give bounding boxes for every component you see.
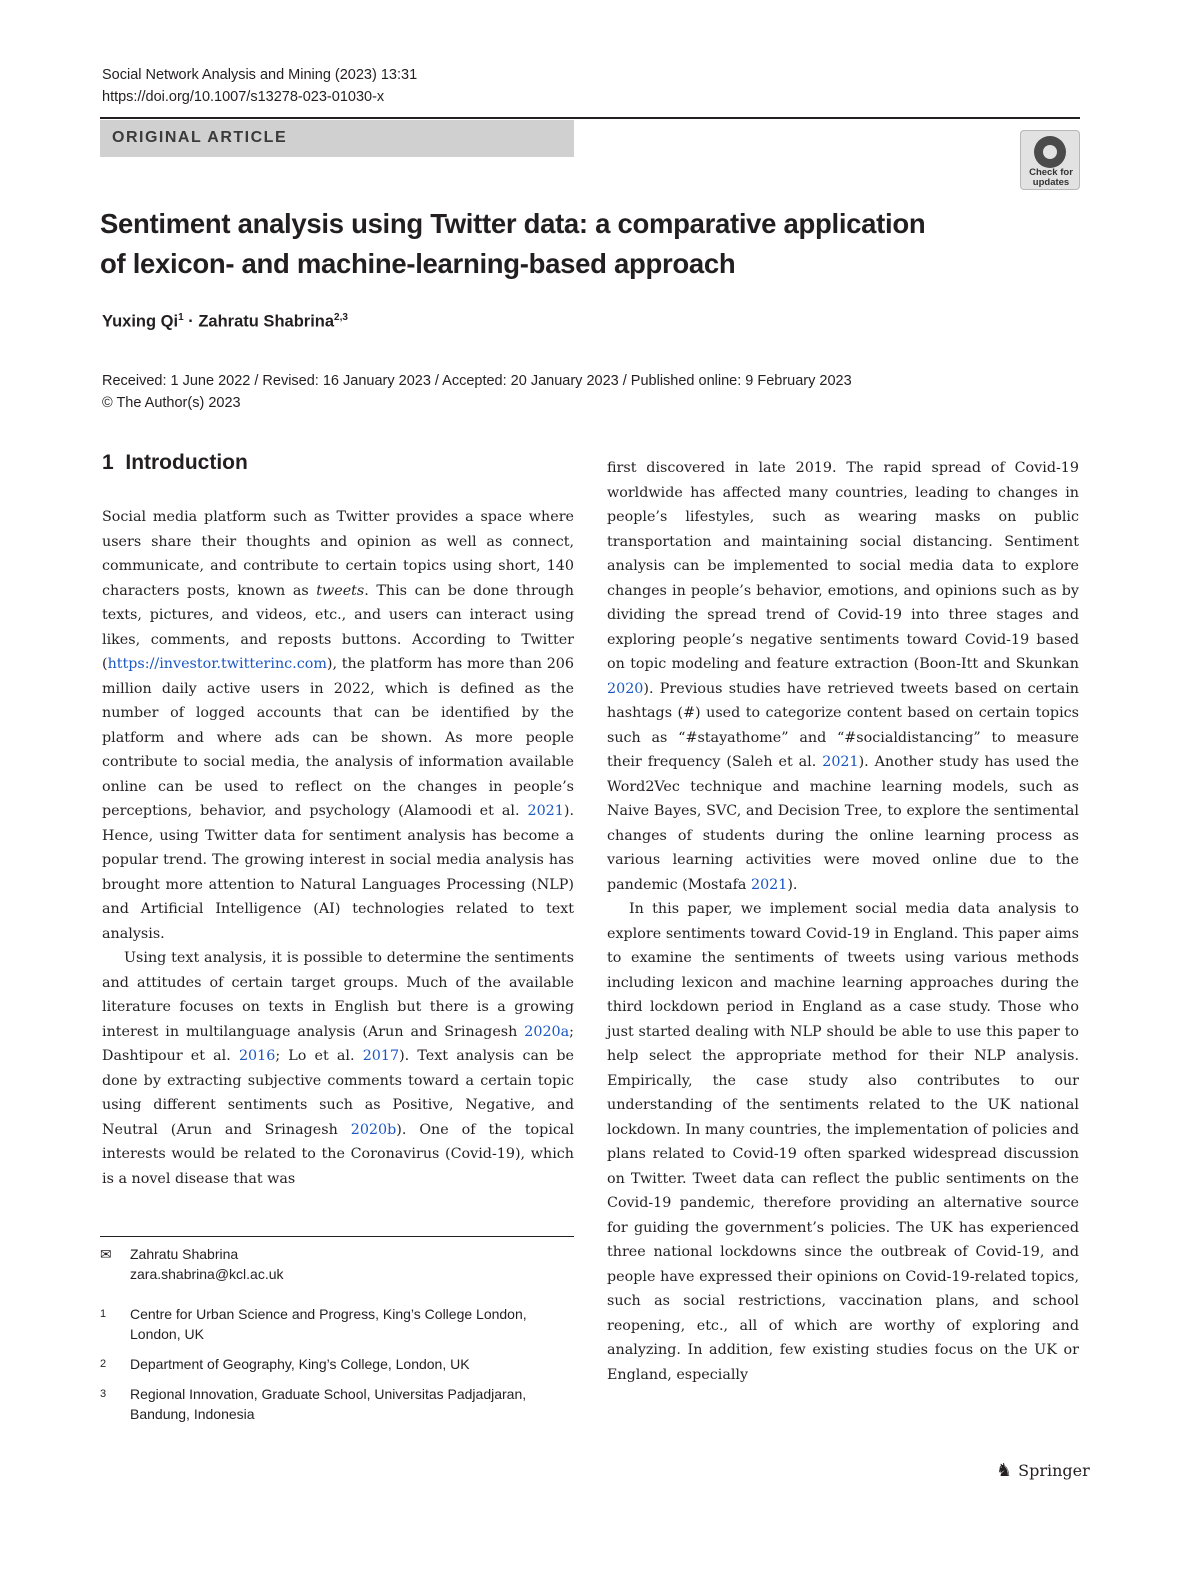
journal-citation: Social Network Analysis and Mining (2023) 13:31 [102, 67, 418, 83]
body-text: ). Previous studies have retrieved tweets based on certain hashtags (#) used to categorize content based on certain topics such as “#stayathome” and “#socialdistancing” to measure their frequency (Saleh et al. [607, 680, 1079, 770]
affiliation-1: Centre for Urban Science and Progress, King’s College London, London, UK [130, 1306, 527, 1342]
body-text: ), the platform has more than 206 million daily active users in 2022, which is defined as the number of logged accounts that can be identified by the platform and where ads can be shown. As more people contribute to social media, the analysis of information available online can be used to reflect on the changes in people’s perceptions, behavior, and psychology (Alamoodi et al. [102, 656, 574, 819]
body-text: ). [787, 876, 798, 893]
corresponding-email[interactable]: zara.shabrina@kcl.ac.uk [130, 1266, 284, 1282]
springer-horse-icon: ♞ [996, 1460, 1013, 1481]
body-column-right [607, 456, 1079, 1387]
author-affiliation-mark: 1 [178, 312, 184, 323]
copyright-line: © The Author(s) 2023 [102, 395, 241, 411]
body-text: ). Hence, using Twitter data for sentiment analysis has become a popular trend. The growing interest in social media analysis has brought more attention to Natural Languages Processing (NLP) and Artificial Intelligence (AI) technologies related to text analysis. [102, 803, 574, 942]
citation-link[interactable]: 2017 [362, 1048, 400, 1064]
body-text: first discovered in late 2019. The rapid spread of Covid-19 worldwide has affected many countries, leading to changes in people’s lifestyles, such as wearing masks on public transportation and maintaining social distancing. Sentiment analysis can be implemented to social media data to explore changes in people’s behavior, emotions, and opinions such as by dividing the spread trend of Covid-19 into three stages and exploring people’s negative sentiments toward Covid-19 based on topic modeling and feature extraction (Boon-Itt and Skunkan [607, 460, 1079, 672]
doi-link[interactable]: https://doi.org/10.1007/s13278-023-01030-x [102, 89, 385, 105]
publisher-logo [996, 1460, 1090, 1481]
header-divider [100, 117, 1080, 119]
body-text: ). One of the topical interests would be related to the Coronavirus (Covid-19), which is a novel disease that was [102, 1121, 574, 1187]
body-text: . This can be done through texts, pictures, and videos, etc., and users can interact using likes, comments, and reposts buttons. According to Twitter ( [102, 582, 574, 672]
publication-history [102, 370, 852, 414]
citation-link[interactable]: 2021 [750, 876, 788, 893]
paragraph [102, 505, 574, 946]
footnote-divider [100, 1236, 574, 1237]
affiliation-2: Department of Geography, King’s College, London, UK [130, 1356, 470, 1372]
author-list [102, 312, 348, 332]
crossmark-label: Check for updates [1029, 167, 1073, 188]
title-line-2: of lexicon- and machine-learning-based approach [100, 248, 736, 279]
author-name[interactable]: Zahratu Shabrina [198, 312, 335, 331]
author-name[interactable]: Yuxing Qi [102, 312, 179, 331]
author-affiliation-mark: 2,3 [334, 312, 348, 323]
crossmark-badge[interactable] [1020, 130, 1080, 190]
paragraph: In this paper, we implement social media data analysis to explore sentiments toward Covid-19 in England. This paper aims to examine the sentiments of tweets using various methods including lexicon and machine learning approaches during the third lockdown period in England as a case study. Those who just started dealing with NLP should be able to use this paper to help select the appropriate method for their NLP analysis. Empirically, the case study also contributes to our understanding of the sentiments related to the UK national lockdown. In many countries, the implementation of policies and plans related to Covid-19 often sparked widespread discussion on Twitter. Tweet data can reflect the public sentiments on the Covid-19 pandemic, therefore providing an alternative source for guiding the government’s policies. The UK has experienced three national lockdowns since the outbreak of Covid-19, and people have expressed their opinions on Covid-19-related topics, such as social restrictions, vaccination plans, and school reopening, etc., all of which are worthy of exploring and analyzing. In addition, few existing studies focus on the UK or England, especially [607, 901, 1079, 1383]
article-title [100, 204, 1000, 284]
publisher-name: Springer [1018, 1461, 1090, 1480]
affiliation-mark: 1 [100, 1308, 107, 1320]
body-text: ). Another study has used the Word2Vec technique and machine learning models, such as Naive Bayes, SVC, and Decision Tree, to explore the sentimental changes of students during the online learning process as various learning activities were moved online due to the pandemic (Mostafa [607, 754, 1079, 893]
body-text: ). Text analysis can be done by extracting subjective comments toward a certain topic using different sentiments such as Positive, Negative, and Neutral (Arun and Srinagesh [102, 1048, 575, 1138]
body-text-italic: tweets [316, 582, 365, 599]
citation-link[interactable]: 2021 [527, 803, 564, 819]
citation-link[interactable]: 2020 [607, 680, 644, 697]
section-number: 1 [102, 451, 114, 474]
twitter-investor-link[interactable]: https://investor.twitterinc.com [107, 656, 327, 672]
article-type-label: ORIGINAL ARTICLE [112, 129, 288, 146]
paragraph [607, 456, 1079, 897]
body-text: ; Lo et al. [275, 1048, 363, 1064]
citation-link[interactable]: 2016 [238, 1048, 276, 1064]
citation-link[interactable]: 2020a [524, 1023, 570, 1040]
body-text: Using text analysis, it is possible to determine the sentiments and attitudes of certain target groups. Much of the available literature focuses on texts in English but there is a growing interest in multilanguage analysis (Arun and Srinagesh [102, 950, 574, 1040]
paragraph [102, 946, 574, 1191]
citation-link[interactable]: 2020b [350, 1121, 397, 1138]
author-separator: · [183, 312, 199, 331]
section-title: Introduction [125, 451, 248, 474]
citation-link[interactable]: 2021 [822, 754, 859, 770]
body-column-left [102, 505, 574, 1191]
body-text: ; Dashtipour et al. [102, 1023, 574, 1064]
envelope-icon: ✉ [100, 1246, 112, 1262]
crossmark-icon [1034, 136, 1066, 168]
affiliation-mark: 2 [100, 1358, 107, 1370]
corresponding-name: Zahratu Shabrina [130, 1246, 239, 1262]
journal-header [102, 64, 417, 108]
affiliation-3: Regional Innovation, Graduate School, Universitas Padjadjaran, Bandung, Indonesia [130, 1386, 527, 1422]
affiliation-mark: 3 [100, 1388, 107, 1400]
title-line-1: Sentiment analysis using Twitter data: a comparative application [100, 208, 926, 239]
corresponding-author [130, 1244, 570, 1284]
body-text: Social media platform such as Twitter provides a space where users share their thoughts and opinion as well as connect, communicate, and contribute to certain topics using short, 140 characters posts, known as [102, 509, 574, 599]
history-dates: Received: 1 June 2022 / Revised: 16 January 2023 / Accepted: 20 January 2023 / Published online: 9 February 2023 [102, 373, 852, 389]
section-heading [102, 451, 248, 475]
